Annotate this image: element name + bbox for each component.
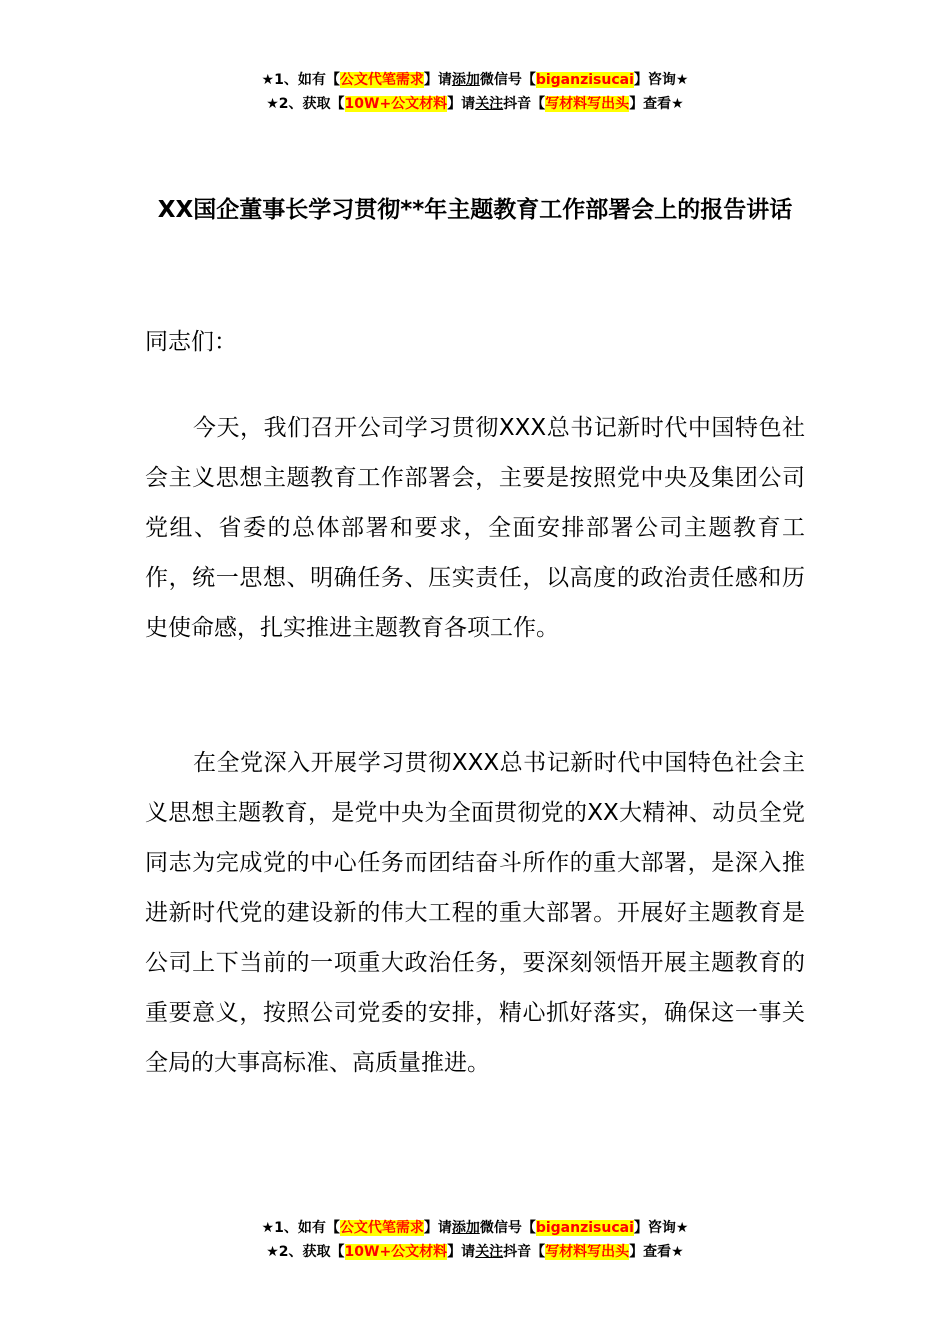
- header-banner: [0, 68, 950, 116]
- banner-text: 微信号【: [479, 72, 536, 88]
- banner-text: ★2、获取【: [266, 1244, 345, 1260]
- banner-text: 】查看★: [629, 1244, 684, 1260]
- banner-line-2: [0, 92, 950, 116]
- footer-banner: [0, 1216, 950, 1264]
- banner-text: ★1、如有【: [261, 72, 340, 88]
- banner-highlight-douyin-name: 写材料写出头: [545, 96, 630, 112]
- banner-text: 抖音【: [503, 1244, 546, 1260]
- body-paragraph-1: 今天，我们召开公司学习贯彻XXX总书记新时代中国特色社会主义思想主题教育工作部署会，主要是按照党中央及集团公司党组、省委的总体部署和要求，全面安排部署公司主题教育工作，统一思想、明确任务、压实责任，以高度的政治责任感和历史使命感，扎实推进主题教育各项工作。: [145, 415, 805, 641]
- banner-text: ★1、如有【: [261, 1220, 340, 1236]
- salutation: 同志们：: [145, 329, 237, 355]
- banner-text: 】查看★: [629, 96, 684, 112]
- banner-highlight-materials: 10W+公文材料: [344, 1244, 448, 1260]
- banner-text: 】请: [423, 72, 452, 88]
- banner-highlight-service: 公文代笔需求: [339, 1220, 424, 1236]
- banner-text: 抖音【: [503, 96, 546, 112]
- banner-text: 】咨询★: [633, 72, 689, 88]
- banner-text: 】咨询★: [633, 1220, 689, 1236]
- banner-text: 微信号【: [479, 1220, 536, 1236]
- document-title: XX国企董事长学习贯彻**年主题教育工作部署会上的报告讲话: [157, 197, 793, 223]
- banner-highlight-wechat-id: biganzisucai: [535, 1220, 634, 1236]
- banner-line-1: [0, 68, 950, 92]
- banner-text: ★2、获取【: [266, 96, 345, 112]
- banner-text: 】请: [447, 96, 476, 112]
- banner-underlined-text: 添加: [451, 72, 480, 88]
- banner-underlined-text: 关注: [475, 1244, 504, 1260]
- banner-underlined-text: 添加: [451, 1220, 480, 1236]
- body-paragraph-2: 在全党深入开展学习贯彻XXX总书记新时代中国特色社会主义思想主题教育，是党中央为全面贯彻党的XX大精神、动员全党同志为完成党的中心任务而团结奋斗所作的重大部署，是深入推进新时代党的建设新的伟大工程的重大部署。开展好主题教育是公司上下当前的一项重大政治任务，要深刻领悟开展主题教育的重要意义，按照公司党委的安排，精心抓好落实，确保这一事关全局的大事高标准、高质量推进。: [145, 750, 805, 1076]
- banner-highlight-douyin-name: 写材料写出头: [545, 1244, 630, 1260]
- banner-line-2: [0, 1240, 950, 1264]
- banner-highlight-wechat-id: biganzisucai: [535, 72, 634, 88]
- banner-text: 】请: [447, 1244, 476, 1260]
- banner-line-1: [0, 1216, 950, 1240]
- banner-underlined-text: 关注: [475, 96, 504, 112]
- banner-text: 】请: [423, 1220, 452, 1236]
- banner-highlight-service: 公文代笔需求: [339, 72, 424, 88]
- banner-highlight-materials: 10W+公文材料: [344, 96, 448, 112]
